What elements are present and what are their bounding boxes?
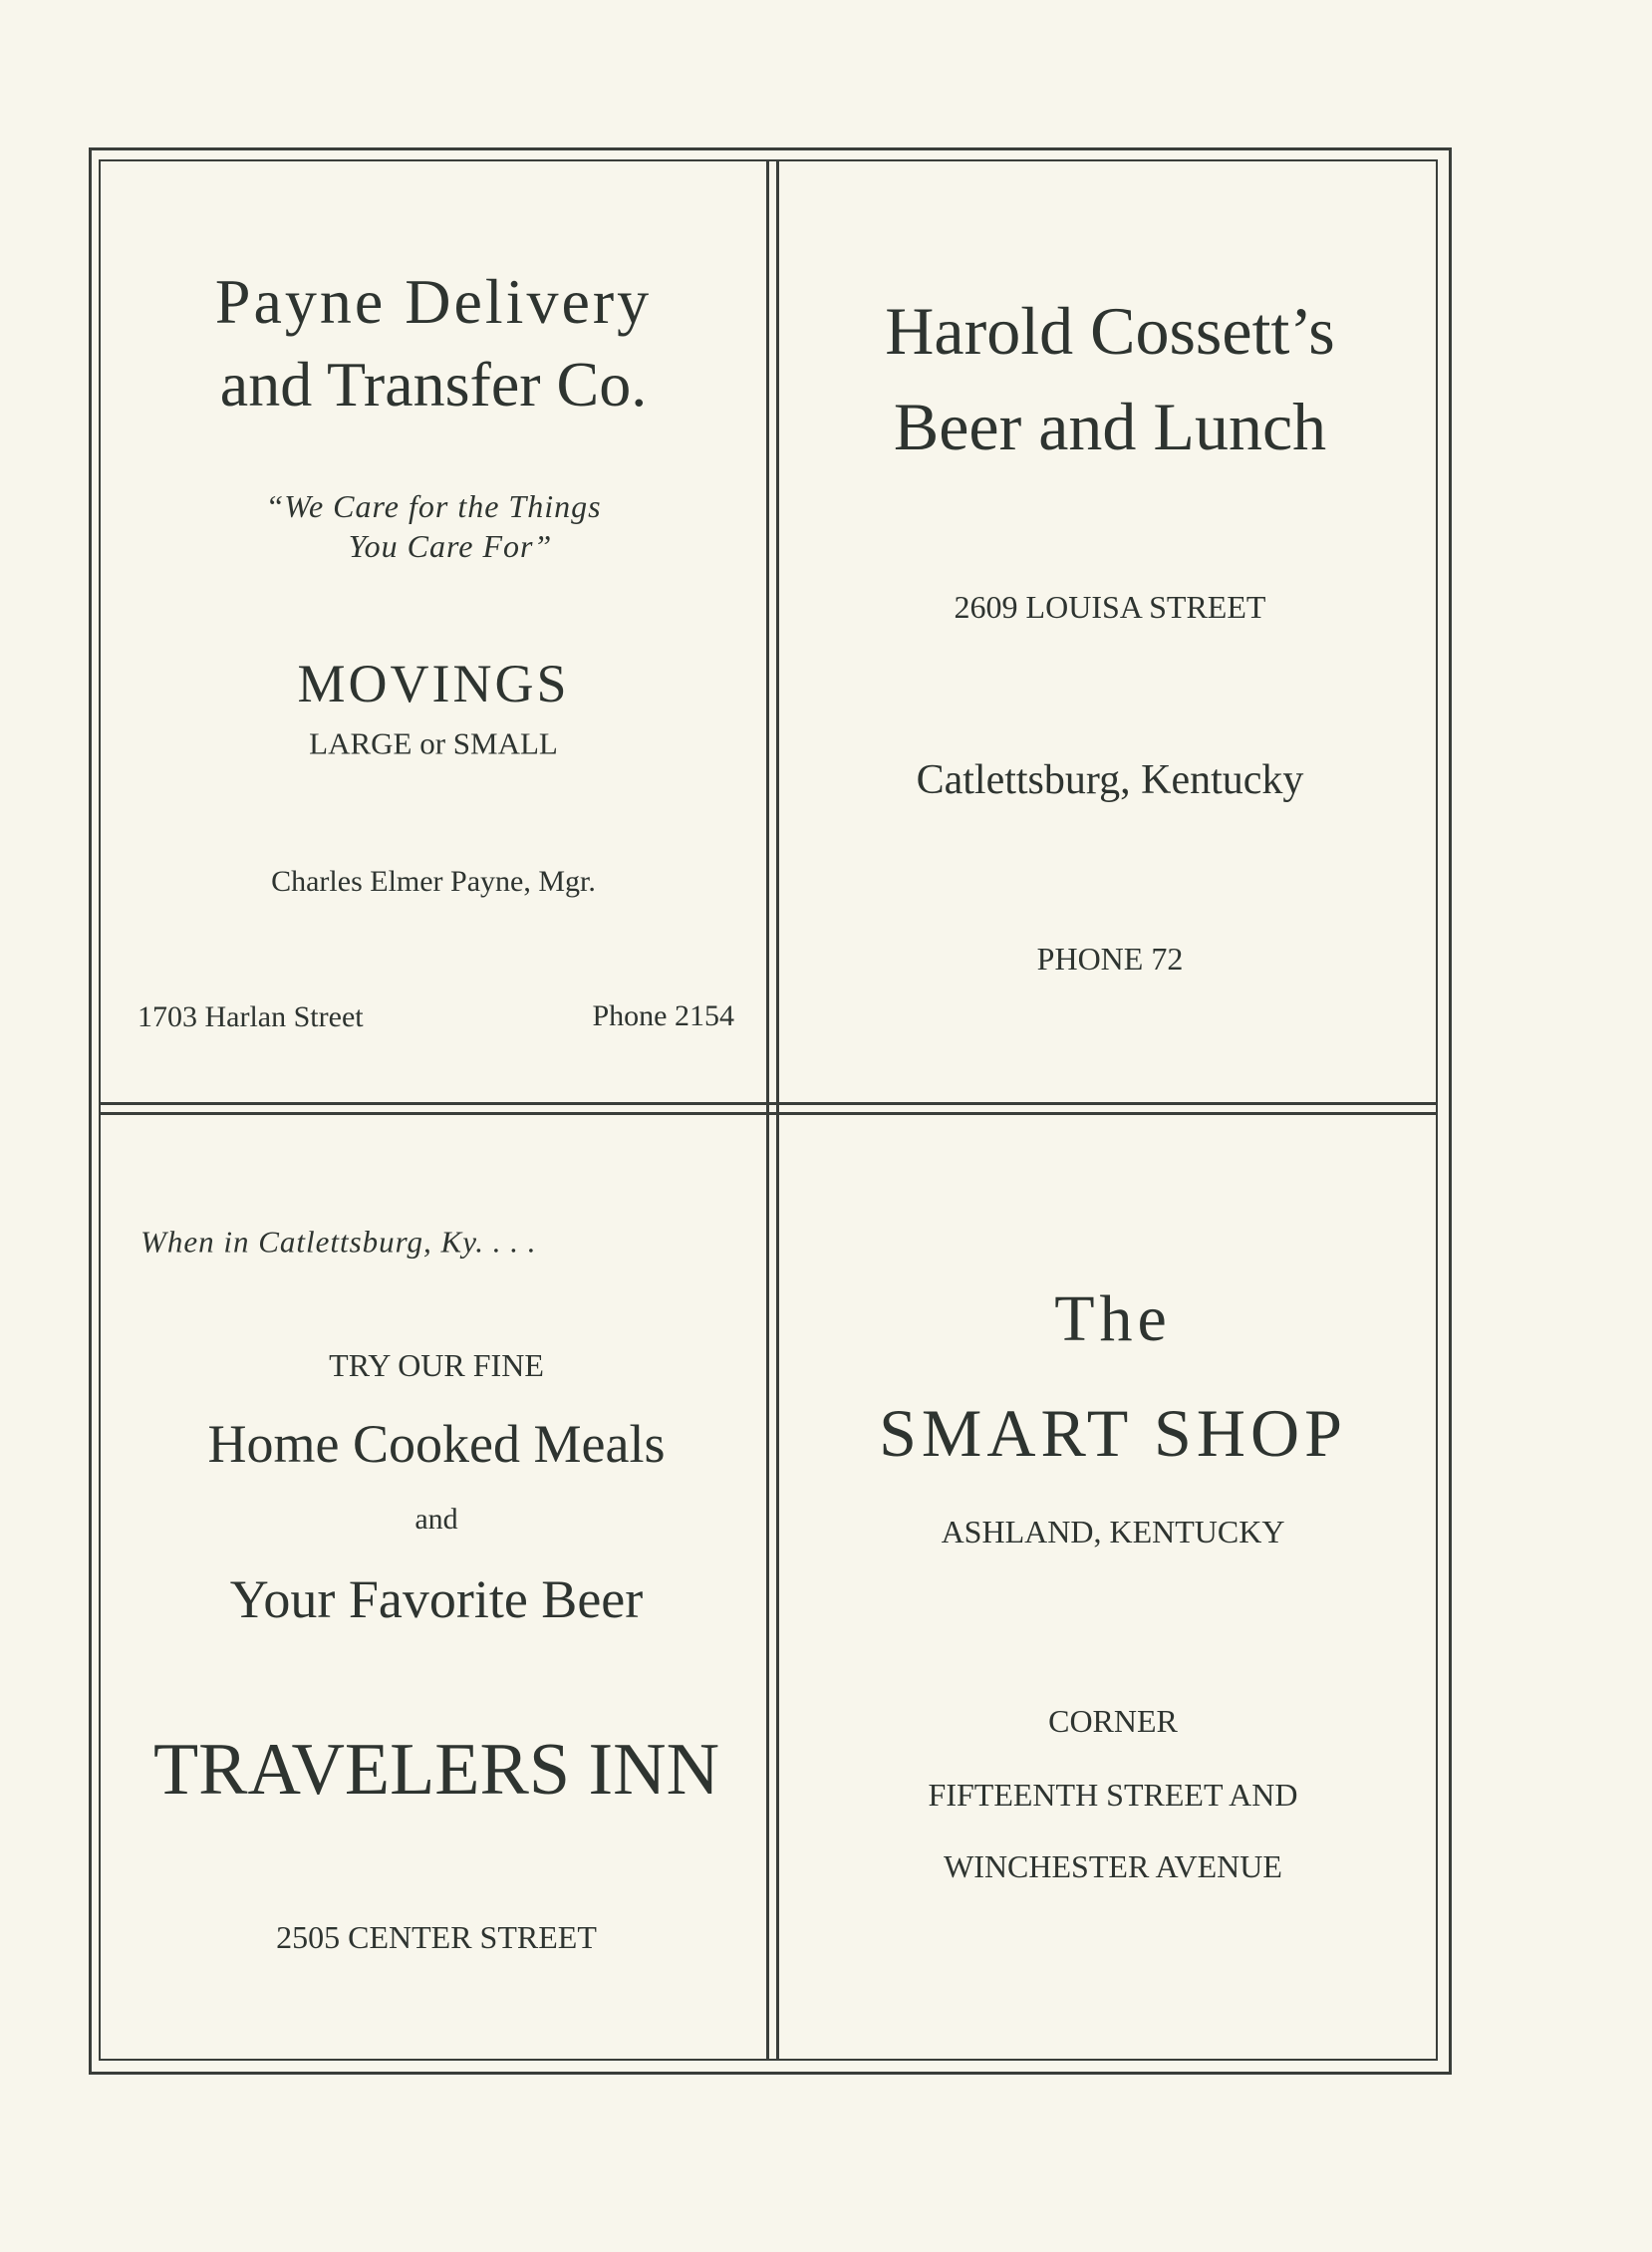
horizontal-divider	[99, 1112, 1436, 1115]
ad-title: and Transfer Co.	[219, 349, 648, 420]
ad-title: Beer and Lunch	[893, 389, 1327, 464]
phone: PHONE 72	[1036, 941, 1184, 977]
manager: Charles Elmer Payne, Mgr.	[271, 865, 596, 898]
address: 1703 Harlan Street	[138, 1000, 364, 1033]
address: 2609 LOUISA STREET	[954, 589, 1266, 625]
address: FIFTEENTH STREET AND	[928, 1777, 1298, 1813]
phone: Phone 2154	[592, 999, 734, 1032]
ad-title: TRAVELERS INN	[152, 1729, 720, 1811]
city: ASHLAND, KENTUCKY	[941, 1514, 1285, 1549]
ad-title: Harold Cossett’s	[885, 293, 1335, 369]
ad-title: The	[1054, 1282, 1172, 1355]
address: CORNER	[1048, 1703, 1178, 1739]
address: 2505 CENTER STREET	[276, 1919, 597, 1955]
ad-title: SMART SHOP	[879, 1395, 1347, 1471]
address: WINCHESTER AVENUE	[944, 1848, 1282, 1884]
vertical-divider	[766, 159, 769, 2059]
service: MOVINGS	[297, 654, 570, 713]
city: Catlettsburg, Kentucky	[916, 757, 1304, 803]
tagline: and	[414, 1503, 458, 1536]
ad-title: Payne Delivery	[214, 266, 653, 337]
tagline: Your Favorite Beer	[229, 1569, 644, 1629]
intro: When in Catlettsburg, Ky. . . .	[140, 1224, 537, 1260]
slogan: You Care For”	[348, 528, 553, 564]
vertical-divider	[776, 159, 779, 2059]
service-sub: LARGE or SMALL	[309, 725, 558, 761]
tagline: TRY OUR FINE	[329, 1347, 544, 1383]
slogan: “We Care for the Things	[265, 488, 602, 524]
tagline: Home Cooked Meals	[207, 1414, 666, 1474]
horizontal-divider	[99, 1102, 1436, 1105]
